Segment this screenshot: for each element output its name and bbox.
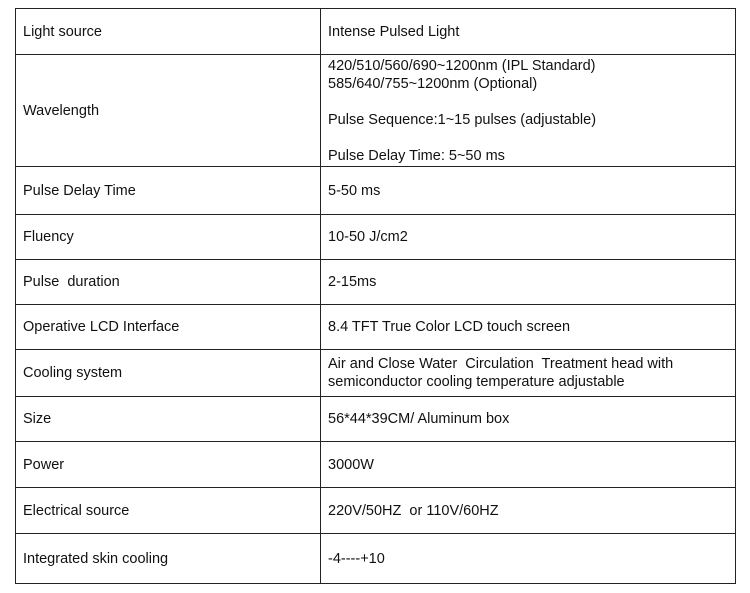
spacer: [328, 93, 728, 111]
table-row: [16, 215, 736, 260]
row-value: Intense Pulsed Light: [321, 9, 736, 55]
row-label: Electrical source: [16, 488, 321, 534]
row-label: Power: [16, 442, 321, 488]
table-row: [16, 260, 736, 305]
table-row: [16, 488, 736, 534]
table-row: [16, 305, 736, 350]
row-label: Light source: [16, 9, 321, 55]
wavelength-standard: 420/510/560/690~1200nm (IPL Standard): [328, 57, 596, 74]
row-value: [321, 350, 736, 397]
pulse-delay-note: Pulse Delay Time: 5~50 ms: [328, 147, 505, 164]
table-row: [16, 55, 736, 167]
table-row: [16, 442, 736, 488]
table-row: [16, 9, 736, 55]
row-label: Pulse duration: [16, 260, 321, 305]
table-row: [16, 397, 736, 442]
row-value: -4----+10: [321, 534, 736, 584]
row-value: 220V/50HZ or 110V/60HZ: [321, 488, 736, 534]
row-value: [321, 55, 736, 167]
spec-table: [15, 8, 736, 584]
row-value: 5-50 ms: [321, 167, 736, 215]
row-label: Size: [16, 397, 321, 442]
row-label: Cooling system: [16, 350, 321, 397]
row-value: 2-15ms: [321, 260, 736, 305]
row-value: 56*44*39CM/ Aluminum box: [321, 397, 736, 442]
spacer: [328, 129, 728, 147]
row-label: Wavelength: [16, 55, 321, 167]
row-label: Integrated skin cooling: [16, 534, 321, 584]
cooling-line-1: Air and Close Water Circulation Treatment head with: [328, 356, 674, 372]
table-row: [16, 167, 736, 215]
cooling-line-2: semiconductor cooling temperature adjustable: [328, 374, 625, 390]
row-label: Fluency: [16, 215, 321, 260]
row-value: 8.4 TFT True Color LCD touch screen: [321, 305, 736, 350]
row-label: Pulse Delay Time: [16, 167, 321, 215]
row-label: Operative LCD Interface: [16, 305, 321, 350]
table-row: [16, 534, 736, 584]
row-value: 3000W: [321, 442, 736, 488]
pulse-sequence: Pulse Sequence:1~15 pulses (adjustable): [328, 111, 597, 128]
table-row: [16, 350, 736, 397]
wavelength-optional: 585/640/755~1200nm (Optional): [328, 75, 538, 92]
row-value: 10-50 J/cm2: [321, 215, 736, 260]
